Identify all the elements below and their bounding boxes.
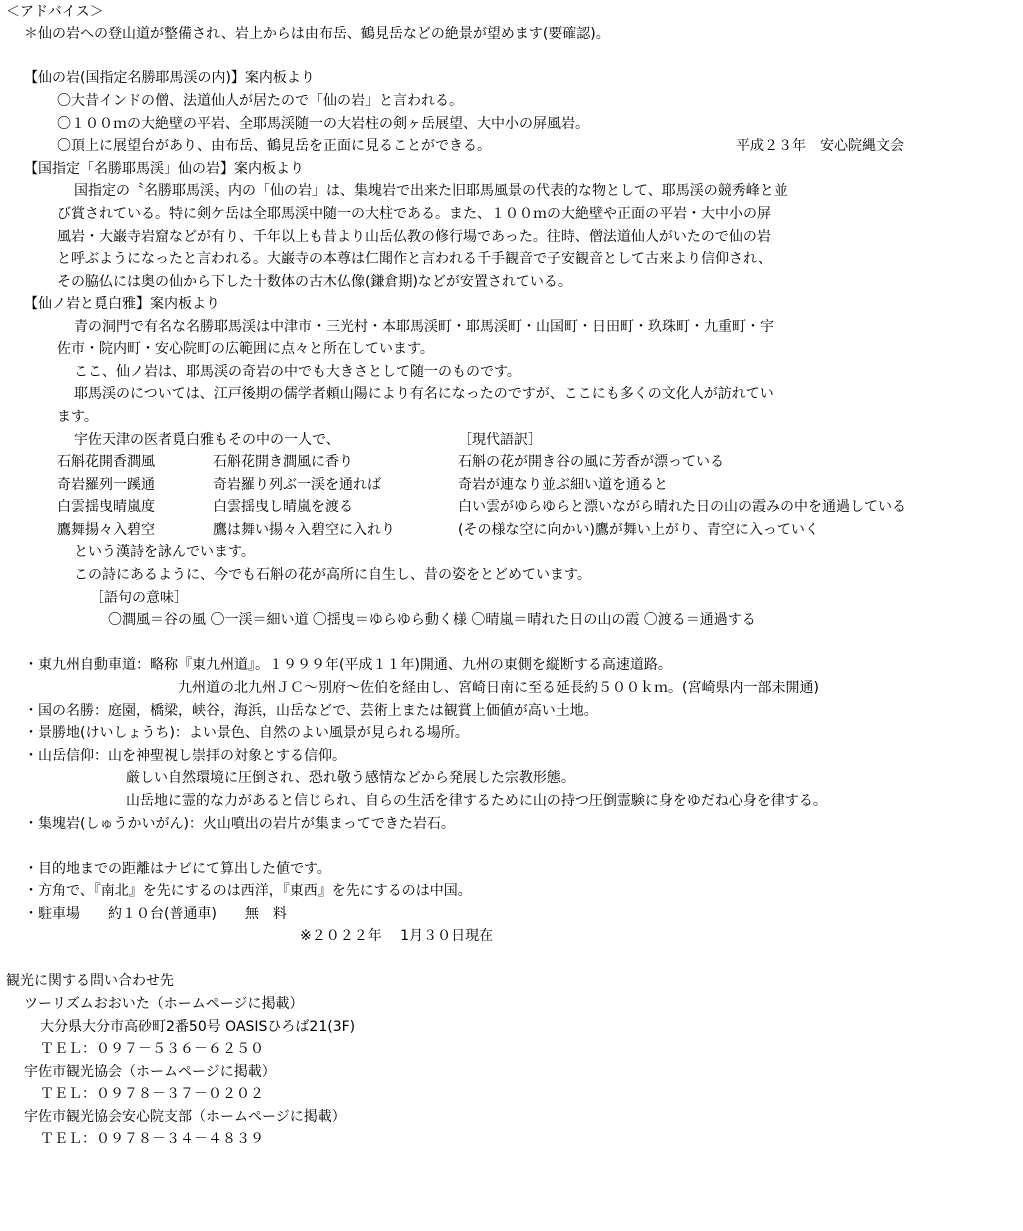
advice-heading: ＜アドバイス＞: [6, 4, 104, 20]
note-sangaku: ・山岳信仰：山を神聖視し崇拝の対象とする信仰。: [24, 748, 346, 764]
board3-title: 【仙ノ岩と覓白雅】案内板より: [24, 296, 220, 312]
contact-org-tel: ＴＥＬ：０９７８－３７－０２０２: [40, 1086, 264, 1102]
note-keishochi: ・景勝地(けいしょうち)：よい景色、自然のよい風景が見られる場所。: [24, 725, 469, 741]
board3-after: この詩にあるように、今でも石斛の花が高所に自生し、昔の姿をとどめています。: [74, 567, 591, 583]
board2-line: と呼ぶようになったと言われる。大巌寺の本尊は仁聞作と言われる千手観音で子安観音として古来より信仰され、: [57, 251, 772, 267]
info-distance: ・目的地までの距離はナビにて算出した値です。: [24, 861, 331, 877]
board3-line: ます。: [57, 409, 98, 425]
board1-title: 【仙の岩(国指定名勝耶馬渓の内)】案内板より: [24, 70, 315, 86]
poem-kanbun: 鷹舞揚々入碧空: [57, 522, 155, 538]
advice-line: ＊仙の岩への登山道が整備され、岩上からは由布岳、鶴見岳などの絶景が望めます(要確認)。: [24, 26, 610, 42]
board3-line: 耶馬渓のについては、江戸後期の儒学者頼山陽により有名になったのですが、ここにも多くの文化人が訪れてい: [74, 386, 774, 402]
contact-org-name: 宇佐市観光協会（ホームページに掲載）: [24, 1064, 276, 1080]
glossary-text: 〇澗風＝谷の風 〇一渓＝細い道 〇揺曳＝ゆらゆら動く様 〇晴嵐＝晴れた日の山の霞 〇渡る＝通過する: [108, 612, 756, 628]
board1-credit: 平成２３年 安心院縄文会: [736, 138, 904, 154]
contact-org-name: ツーリズムおおいた（ホームページに掲載）: [24, 996, 304, 1012]
note-sangaku-detail: 厳しい自然環境に圧倒され、恐れ敬う感情などから発展した宗教形態。: [126, 770, 575, 786]
board1-item: 〇１００ｍの大絶壁の平岩、全耶馬渓随一の大岩柱の剣ヶ岳展望、大中小の屏風岩。: [57, 116, 589, 132]
note-expressway-detail: 九州道の北九州ＪＣ～別府～佐伯を経由し、宮崎日南に至る延長約５００ｋｍ。(宮崎県内一部未開通): [178, 680, 819, 696]
poem-kundoku: 白雲揺曳し晴嵐を渡る: [213, 499, 353, 515]
poem-kundoku: 奇岩羅り列ぶ一渓を通れば: [213, 477, 381, 493]
info-parking: ・駐車場 約１０台(普通車) 無 料: [24, 906, 287, 922]
board2-line: その脇仏には奥の仙から下した十数体の古木仏像(鎌倉期)などが安置されている。: [57, 274, 572, 290]
poem-modern: 石斛の花が開き谷の風に芳香が漂っている: [458, 454, 724, 470]
board1-item: 〇大昔インドの僧、法道仙人が居たので「仙の岩」と言われる。: [57, 93, 463, 109]
note-shukaigan: ・集塊岩(しゅうかいがん)：火山噴出の岩片が集まってできた岩石。: [24, 816, 455, 832]
board3-line: ここ、仙ノ岩は、耶馬渓の奇岩の中でも大きさとして随一のものです。: [74, 364, 521, 380]
contacts-heading: 観光に関する問い合わせ先: [6, 973, 174, 989]
poem-kanbun: 奇岩羅列一蹊通: [57, 477, 155, 493]
poem-kundoku: 石斛花開き澗風に香り: [213, 454, 353, 470]
poem-kanbun: 石斛花開香澗風: [57, 454, 155, 470]
board3-line: 青の洞門で有名な名勝耶馬渓は中津市・三光村・本耶馬渓町・耶馬渓町・山国町・日田町・玖珠町・九重町・宇: [74, 319, 774, 335]
board1-item: 〇頂上に展望台があり、由布岳、鶴見岳を正面に見ることができる。: [57, 138, 491, 154]
board3-after: という漢詩を詠んでいます。: [74, 544, 255, 560]
board2-line: 風岩・大巌寺岩窟などが有り、千年以上も昔より山岳仏教の修行場であった。往時、僧法道仙人がいたので仙の岩: [57, 229, 771, 245]
contact-org-tel: ＴＥＬ：０９７８－３４－４８３９: [40, 1131, 264, 1147]
poem-kanbun: 白雲揺曳晴嵐度: [57, 499, 155, 515]
glossary-label: ［語句の意味］: [90, 590, 188, 606]
info-as-of-date: ※２０２２年 1月３０日現在: [300, 928, 494, 944]
board2-line: 国指定の〝名勝耶馬渓〟内の「仙の岩」は、集塊岩で出来た旧耶馬風景の代表的な物として、耶馬渓の競秀峰と並: [74, 183, 788, 199]
contact-org-tel: ＴＥＬ：０９７－５３６－６２５０: [40, 1041, 264, 1057]
board3-line: 佐市・院内町・安心院町の広範囲に点々と所在しています。: [57, 341, 434, 357]
poem-modern: (その様な空に向かい)鷹が舞い上がり、青空に入っていく: [458, 522, 819, 538]
modern-translation-label: ［現代語訳］: [458, 432, 542, 448]
note-meisho: ・国の名勝：庭園，橋梁，峡谷，海浜，山岳などで、芸術上または観賞上価値が高い土地。: [24, 703, 598, 719]
poem-modern: 白い雲がゆらゆらと漂いながら晴れた日の山の霞みの中を通過している: [458, 499, 906, 515]
poem-intro: 宇佐天津の医者覓白雅もその中の一人で、: [74, 432, 340, 448]
board2-title: 【国指定「名勝耶馬渓」仙の岩】案内板より: [24, 161, 304, 177]
info-direction: ・方角で、『南北』を先にするのは西洋，『東西』を先にするのは中国。: [24, 883, 472, 899]
contact-org-address: 大分県大分市高砂町2番50号 OASISひろば21(3F): [40, 1019, 356, 1035]
board2-line: び賞されている。特に剣ケ岳は全耶馬渓中随一の大柱である。また、１００ｍの大絶壁や正面の平岩・大中小の屏: [57, 206, 771, 222]
note-expressway: ・東九州自動車道：略称『東九州道』。１９９９年(平成１１年)開通、九州の東側を縦断する高速道路。: [24, 657, 672, 673]
contact-org-name: 宇佐市観光協会安心院支部（ホームページに掲載）: [24, 1109, 346, 1125]
note-sangaku-detail: 山岳地に霊的な力があると信じられ、自らの生活を律するために山の持つ圧倒霊験に身をゆだね心身を律する。: [126, 793, 827, 809]
poem-modern: 奇岩が連なり並ぶ細い道を通ると: [458, 477, 668, 493]
poem-kundoku: 鷹は舞い揚々入碧空に入れり: [213, 522, 395, 538]
